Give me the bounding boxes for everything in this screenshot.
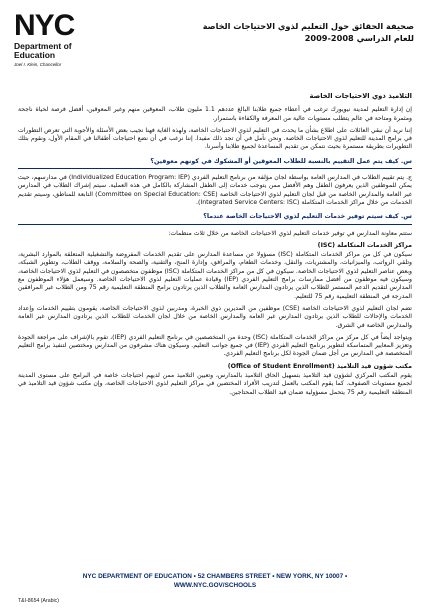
footer [0,572,430,590]
cse-paragraph-2: ويتواجد أيضاً في كل مركز من مراكز الخدمات المتكاملة (ISC) وحدة من المتخصصين في برنامج التعليم الفردي (IEP)، تقوم بالإشراف على مراجعة الجودة وتعزيز المعايير المتماسكة لتطوير برنامج التعليم الفردي (IEP) في جميع جوانب التعليم. وسيكون هناك مشرفون من المدارس ومختصين لتنفيذ برامج التعليم المتخصصة في المدارس من أجل ضمان الجودة لكل برنامج التعليم الفردي. [18,333,413,358]
question-2: س. كيف سيتم توفير خدمات التعليم لذوي الاحتياجات الخاصة عندما؟ [18,213,412,224]
ose-heading: مكتب شؤون قيد التلاميذ (Office of Student Enrollment) [227,362,412,370]
ose-paragraph: يقوم المكتب المركزي لشؤون قيد التلاميذ بتسهيل الحاق التلاميذ بالمدارس، وتعيين التلاميذ ممن لديهم احتياجات خاصة في البرامج على مستوى المدينة لجميع مستويات الصفوف. كما يقوم المكتب بالعمل لتدريب الأفراد المختصين في مراكز التعليم لذوي الاحتياجات الخاصة، وإن مكتب شؤون قيد التلاميذ في المنطقة التعليمية رقم 75 يتحمل مسؤولية ضمان قيد الطلاب المحتاجين. [18,372,412,396]
title-line-1: صحيفة الحقائق حول التعليم لذوي الاحتياجات الخاصة [202,21,414,31]
intro-paragraph-2: إننا نريد أن نبقي العائلات على اطلاع بشأن ما يحدث في التعليم لذوي الاحتياجات الخاصة، ولهذه الغاية فهنا نجيب بعض الأسئلة والأجوبة التي تعرض التطورات في برامج المدينة للتعليم لذوي الاحتياجات الخاصة. ونحن نأمل في أن تجد ذلك مفيدا. إننا نرغب في أن نضع احتياجات أطفالنا في المقام الأول، ونقوم بتلك التطويرات بطريقة مستمرة بحيث نتمكن من تقديم المساعدة لجميع طلابنا وأسرنا. [18,126,412,151]
isc-heading: مراكز الخدمات المتكاملة (ISC) [317,241,412,249]
logo-chancellor-text: Joel I. Klein, Chancellor [14,62,62,67]
title-line-2: للعام الدراسي 2008-2009 [304,33,414,43]
document-code: T&I-8654 (Arabic) [18,598,59,604]
logo-department-text: Department of Education [14,41,72,60]
nyc-doe-logo [14,9,110,67]
answer-2: ستتم معاونة المدارس في توفير خدمات التعليم لذوي الاحتياجات الخاصة من خلال ثلاث منظمات: [168,229,412,237]
answer-1: ج. يتم تقييم الطلاب في المدارس العامة بواسطة لجان مؤلفة من برنامج التعليم الفردي (Individualized Education Program: IEP) في مدارسهم، حيث يمكن للموظفين الذين يعرفون الطفل وهم الأفضل ممن يتوجب خدمات إلى الطفل المشاركة بالكامل في هذه العملية. سيتم إشراك الطلاب في المدارس غير العامة والمدارس الخاصة من قبل لجان التعليم لذوي الاحتياجات الخاصة (Committee on Special Education: CSE) التابعة للمناطق، وسيتم تقديم الخدمات من خلال مراكز الخدمات المتكاملة (Integrated Service Centers: ISC). [18,174,413,206]
cse-paragraph: تضم لجان التعليم لذوي الاحتياجات الخاصة (CSE) موظفين من المديرين ذوي الخبرة، ومدربين لذوي الاحتياجات الخاصة، يقومون بتقييم الخدمات وإعداد الخدمات والإحالات للطلاب الذين يرتادون المدارس غير العامة والمدارس الخاصة من خلال لجان الخدمات للطلاب الذين يرتادون المدارس غير العامة والمدارس الخاصة في الشرق. [18,304,412,329]
intro-paragraph-1: إن إدارة التعليم لمدينة نيويورك ترغب في أعطاء جميع طلابنا البالغ عددهم 1.1 مليون طلاب، المعوقين منهم وغير المعوقين، أفضل فرصة لحياة ناجحة ومثمرة ومتاحة في عالم يتطلب مستويات عالية من المعرفة والكفاءة باستمرار. [18,106,412,122]
question-1: س. كيف يتم عمل التقييم بالنسبة للطلاب المعوقين أو المشكوك في كونهم معوقين؟ [18,158,412,169]
footer-address: NYC DEPARTMENT OF EDUCATION • 52 CHAMBERS STREET • NEW YORK, NY 10007 • [82,573,348,580]
document-title [184,20,414,44]
footer-website: WWW.NYC.GOV/SCHOOLS [173,582,257,589]
isc-paragraph: سيكون في كل من مراكز الخدمات المتكاملة (ISC) مسؤولا عن مساعدة المدارس على تقديم الخدمات المفروضة والتشغيلية المتعلقة بالموارد البشرية، وتلقي الرواتب، والميزانيات، والمشتريات، والنقل، وخدمات الطعام، والمرافق، وإدارة المنح، والتقنية، والصحة والسلامة، ووقف الطلاب، وتطوير الشبكة، وبعض عناصر التعليم لذوي الاحتياجات الخاصة. سيكون في كل من مراكز الخدمات المتكاملة (ISC) موظفون متخصصون في التعليم لذوي الاحتياجات الخاصة، وسيكون فيه موظفون من أفضل ممارسات برامج التعليم الفردي (IEP) وقيادة عمليات التعليم لذوي الاحتياجات الخاصة. وسيعمل هؤلاء الموظفون مع المدارس لتقديم الدعم المستمر للطلاب الذين يرتادون المدارس العامة والطلاب الذين يرتادون برامج المنطقة التعليمية رقم 75 ومن الطلاب غير المرافقين المدرجة في المنطقة التعليمية رقم 75 للتعليم. [18,251,412,300]
logo-nyc-text: NYC [14,9,75,42]
section-heading: التلاميذ ذوي الاحتياجات الخاصة [309,92,412,100]
document-body [18,92,412,401]
